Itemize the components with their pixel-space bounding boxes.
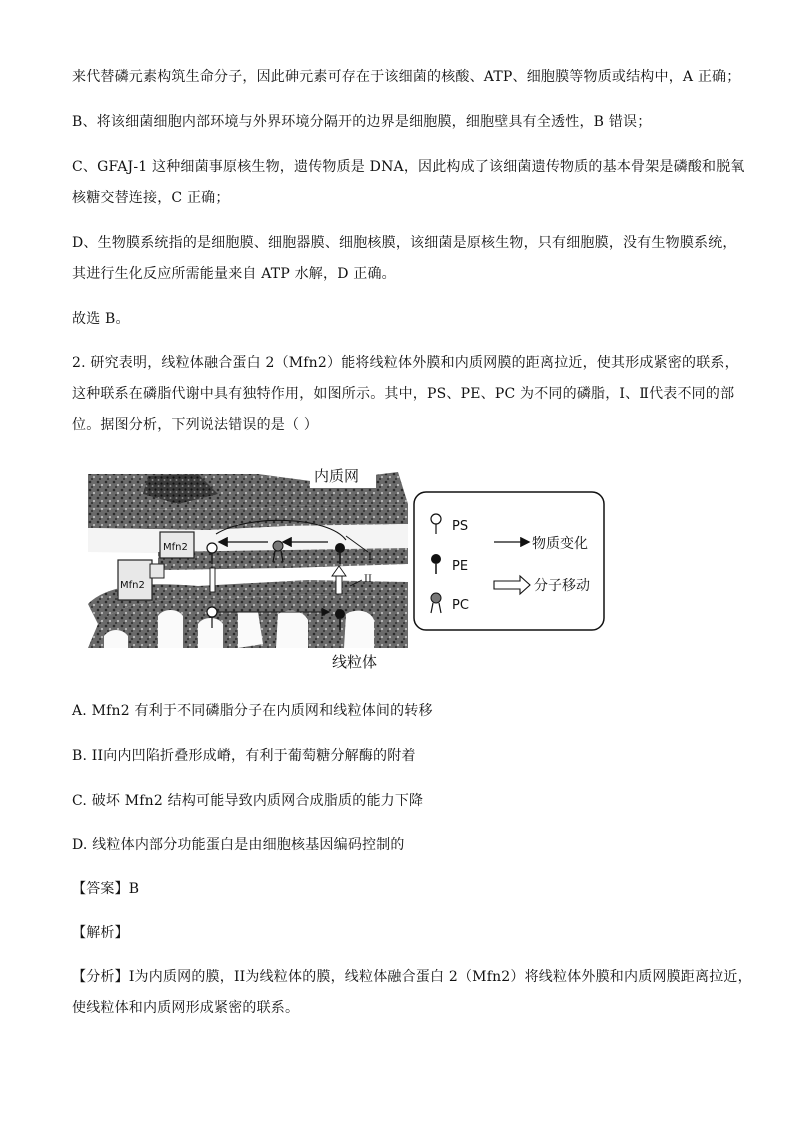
mfn2-top-label: Mfn2 xyxy=(163,542,188,553)
site-I-label: I xyxy=(368,552,372,563)
paragraph-4b: 其进行生化反应所需能量来自 ATP 水解，D 正确。 xyxy=(72,266,396,282)
question-line-1: 2. 研究表明，线粒体融合蛋白 2（Mfn2）能将线粒体外膜和内质网膜的距离拉近，使其形成紧密的联系， xyxy=(72,355,739,371)
legend-move-label: 分子移动 xyxy=(534,578,590,594)
paragraph-1: 来代替磷元素构筑生命分子，因此砷元素可存在于该细菌的核酸、ATP、细胞膜等物质或结构中，A 正确； xyxy=(72,69,741,85)
question-line-2: 这种联系在磷脂代谢中具有独特作用，如图所示。其中，PS、PE、PC 为不同的磷脂，Ⅰ、Ⅱ代表不同的部 xyxy=(72,386,735,402)
er-label: 内质网 xyxy=(314,467,360,485)
analysis-title: 【解析】 xyxy=(72,925,129,941)
paragraph-3a: C、GFAJ-1 这种细菌事原核生物，遗传物质是 DNA，因此构成了该细菌遗传物质的基本骨架是磷酸和脱氧 xyxy=(72,159,745,175)
analysis-line-1 xyxy=(72,967,752,987)
legend-pe-label: PE xyxy=(452,559,469,574)
analysis-text-1: I为内质网的膜，II为线粒体的膜，线粒体融合蛋白 2（Mfn2）将线粒体外膜和内质网膜距离拉近， xyxy=(128,969,752,985)
legend-change-label: 物质变化 xyxy=(532,536,588,552)
analysis-tag: 【分析】 xyxy=(72,969,129,985)
option-d: D. 线粒体内部分功能蛋白是由细胞核基因编码控制的 xyxy=(72,837,405,853)
analysis-line-2: 使线粒体和内质网形成紧密的联系。 xyxy=(72,1000,300,1016)
question-line-3: 位。据图分析，下列说法错误的是（ ） xyxy=(72,417,319,433)
paragraph-5: 故选 B。 xyxy=(72,311,130,327)
paragraph-4a: D、生物膜系统指的是细胞膜、细胞器膜、细胞核膜，该细菌是原核生物，只有细胞膜，没有生物膜系统， xyxy=(72,235,737,251)
option-a: A. Mfn2 有利于不同磷脂分子在内质网和线粒体间的转移 xyxy=(72,703,433,719)
paragraph-2: B、将该细菌细胞内部环境与外界环境分隔开的边界是细胞膜，细胞壁具有全透性，B 错误； xyxy=(72,114,652,130)
legend-box xyxy=(414,492,604,630)
mito-label: 线粒体 xyxy=(332,653,378,671)
answer-line: 【答案】B xyxy=(72,881,140,897)
phospholipid-figure xyxy=(88,464,608,674)
paragraph-3b: 核糖交替连接，C 正确； xyxy=(72,190,230,206)
mfn2-bottom-label: Mfn2 xyxy=(120,580,145,591)
option-c: C. 破坏 Mfn2 结构可能导致内质网合成脂质的能力下降 xyxy=(72,793,424,809)
legend-pc-label: PC xyxy=(452,598,469,613)
site-II-label: II xyxy=(364,574,372,585)
legend-ps-label: PS xyxy=(452,519,469,534)
option-b: B. II向内凹陷折叠形成嵴，有利于葡萄糖分解酶的附着 xyxy=(72,748,416,764)
